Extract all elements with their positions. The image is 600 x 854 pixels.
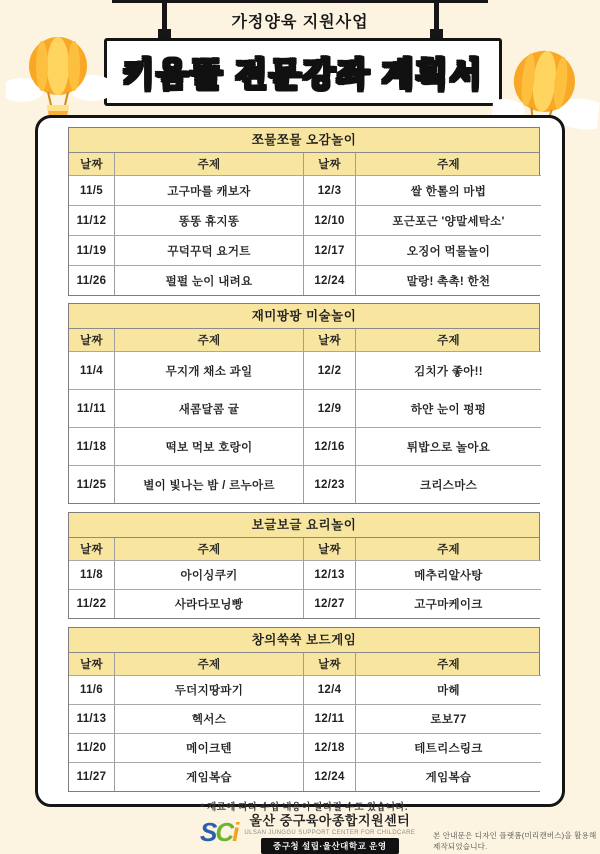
date-cell: 12/3: [304, 175, 356, 205]
schedule-table: [68, 627, 540, 792]
date-cell: 11/26: [69, 265, 115, 295]
topic-cell: 아이싱쿠키: [115, 560, 304, 589]
topic-cell: 오징어 먹물놀이: [356, 235, 541, 265]
header-cell: 주제: [437, 335, 460, 347]
center-logo-icon: [200, 819, 237, 845]
topic-cell: 메이크텐: [115, 733, 304, 762]
date-cell: 11/12: [69, 205, 115, 235]
topic-cell: 헥서스: [115, 704, 304, 733]
topic-cell: 똥똥 휴지똥: [115, 205, 304, 235]
date-cell: 11/19: [69, 235, 115, 265]
date-cell: 12/11: [304, 704, 356, 733]
schedule-table: [68, 512, 540, 619]
schedule-table: [68, 303, 540, 504]
table-row: [69, 675, 539, 704]
table-row: [69, 235, 539, 265]
table-header-row: [69, 153, 539, 175]
date-cell: 12/16: [304, 427, 356, 465]
table-title: 창의쑥쑥 보드게임: [69, 628, 539, 653]
table-row: [69, 762, 539, 791]
header-cell: 주제: [115, 329, 304, 351]
header-cell: 날짜: [304, 538, 356, 560]
topic-cell: 펄펄 눈이 내려요: [115, 265, 304, 295]
topic-cell: 무지개 채소 과일: [115, 351, 304, 389]
program-label: 가정양육 지원사업: [231, 14, 369, 31]
topic-cell: 쌀 한톨의 마법: [356, 175, 541, 205]
topic-cell: 게임복습: [115, 762, 304, 791]
topic-cell: 두더지땅파기: [115, 675, 304, 704]
date-cell: 12/2: [304, 351, 356, 389]
date-cell: 12/13: [304, 560, 356, 589]
schedule-card: [35, 115, 565, 813]
footer-logo-row: [200, 810, 415, 854]
topic-cell: 마헤: [356, 675, 541, 704]
date-cell: 12/27: [304, 589, 356, 618]
date-cell: 12/4: [304, 675, 356, 704]
date-cell: 12/10: [304, 205, 356, 235]
header-cell: 날짜: [304, 653, 356, 675]
credit-note: 본 안내문은 디자인 플랫폼(미리캔버스)을 활용해 제작되었습니다.: [433, 831, 597, 851]
topic-cell: 크리스마스: [356, 465, 541, 503]
topic-cell: 말랑! 촉촉! 한천: [356, 265, 541, 295]
header-cell: 주제: [115, 153, 304, 175]
topic-cell: 떡보 먹보 호랑이: [115, 427, 304, 465]
topic-cell: 별이 빛나는 밤 / 르누아르: [115, 465, 304, 503]
date-cell: 12/24: [304, 762, 356, 791]
date-cell: 11/13: [69, 704, 115, 733]
date-cell: 12/18: [304, 733, 356, 762]
header-cell: 날짜: [69, 329, 115, 351]
table-row: [69, 560, 539, 589]
header-cell: 날짜: [304, 329, 356, 351]
topic-cell: 새콤달콤 귤: [115, 389, 304, 427]
ceiling-line: [112, 0, 488, 3]
date-cell: 11/20: [69, 733, 115, 762]
table-header-row: [69, 329, 539, 351]
footnote: * 재료에 따라 수업 내용이 달라질 수도 있습니다.: [200, 802, 408, 813]
org-name: 울산 중구육아종합지원센터: [249, 813, 411, 828]
table-row: [69, 427, 539, 465]
date-cell: 11/8: [69, 560, 115, 589]
date-cell: 12/9: [304, 389, 356, 427]
topic-cell: 메추리알사탕: [356, 560, 541, 589]
header-cell: 주제: [437, 659, 460, 671]
table-row: [69, 733, 539, 762]
date-cell: 12/23: [304, 465, 356, 503]
topic-cell: 하얀 눈이 펑펑: [356, 389, 541, 427]
org-name-en: ULSAN JUNGGU SUPPORT CENTER FOR CHILDCARE: [244, 830, 416, 836]
tables-container: [68, 127, 562, 792]
topic-cell: 꾸덕꾸덕 요거트: [115, 235, 304, 265]
table-row: [69, 704, 539, 733]
logo-letter-s: S: [200, 817, 216, 847]
logo-letter-c: C: [215, 817, 233, 847]
topic-cell: 김치가 좋아!!: [356, 351, 541, 389]
schedule-table: [68, 127, 540, 296]
date-cell: 11/22: [69, 589, 115, 618]
header-cell: 주제: [115, 538, 304, 560]
org-badge: 중구청 설립·울산대학교 운영: [261, 838, 399, 854]
header-cell: 주제: [437, 159, 460, 171]
topic-cell: 로보77: [356, 704, 541, 733]
header-cell: 날짜: [304, 153, 356, 175]
header-cell: 날짜: [69, 538, 115, 560]
date-cell: 11/11: [69, 389, 115, 427]
topic-cell: 튀밥으로 놀아요: [356, 427, 541, 465]
table-header-row: [69, 538, 539, 560]
table-row: [69, 175, 539, 205]
date-cell: 11/4: [69, 351, 115, 389]
topic-cell: 테트리스링크: [356, 733, 541, 762]
date-cell: 11/25: [69, 465, 115, 503]
logo-letter-i: i: [232, 817, 238, 847]
header-cell: 주제: [115, 653, 304, 675]
topic-cell: 사라다모닝빵: [115, 589, 304, 618]
page-title: 키움뜰 전문강좌 계획서: [122, 55, 484, 93]
date-cell: 11/6: [69, 675, 115, 704]
table-row: [69, 389, 539, 427]
table-title: 보글보글 요리놀이: [69, 513, 539, 538]
header-cell: 날짜: [69, 153, 115, 175]
topic-cell: 고구마케이크: [356, 589, 541, 618]
topic-cell: 고구마를 캐보자: [115, 175, 304, 205]
date-cell: 11/27: [69, 762, 115, 791]
topic-cell: 게임복습: [356, 762, 541, 791]
title-banner: [104, 38, 502, 106]
table-title: 재미팡팡 미술놀이: [69, 304, 539, 329]
topic-cell: 포근포근 '양말세탁소': [356, 205, 541, 235]
org-block: [244, 810, 415, 854]
date-cell: 12/24: [304, 265, 356, 295]
table-title: 쪼물쪼물 오감놀이: [69, 128, 539, 153]
table-row: [69, 351, 539, 389]
header-cell: 주제: [437, 544, 460, 556]
header-cell: 날짜: [69, 653, 115, 675]
table-row: [69, 265, 539, 295]
table-row: [69, 465, 539, 503]
date-cell: 11/5: [69, 175, 115, 205]
table-row: [69, 205, 539, 235]
table-header-row: [69, 653, 539, 675]
date-cell: 11/18: [69, 427, 115, 465]
date-cell: 12/17: [304, 235, 356, 265]
table-row: [69, 589, 539, 618]
